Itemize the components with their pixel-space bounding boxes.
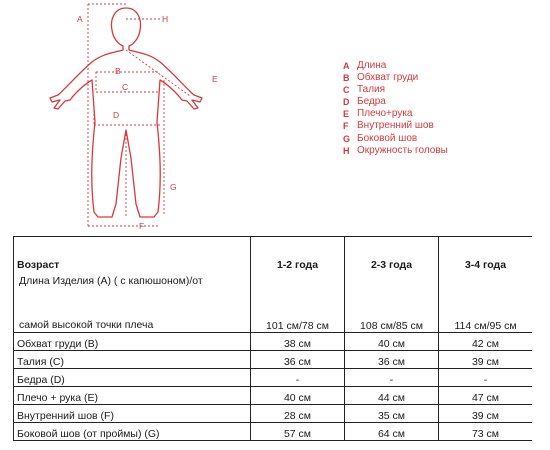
size-table — [13, 236, 532, 441]
table-cell: 38 см — [251, 333, 345, 351]
header-col: 3-4 года — [439, 237, 533, 273]
legend-letter: B — [343, 73, 350, 84]
measure-line-e — [126, 50, 190, 96]
legend-letter: C — [343, 85, 350, 96]
figure-label-a: A — [77, 14, 83, 24]
legend-item — [343, 133, 448, 145]
row-label: Боковой шов (от проймы) (G) — [14, 423, 251, 441]
table-cell: 39 см — [439, 351, 533, 369]
figure-label-f: F — [139, 221, 145, 231]
table-cell: 73 см — [439, 423, 533, 441]
table-cell: 35 см — [345, 405, 439, 423]
table-cell: - — [439, 369, 533, 387]
table-row — [14, 387, 533, 405]
table-row — [14, 369, 533, 387]
legend-item — [343, 84, 448, 96]
legend-letter: H — [343, 145, 350, 156]
legend-item — [343, 60, 448, 72]
table-cell: 39 см — [439, 405, 533, 423]
legend-letter: F — [343, 121, 349, 132]
header-col: 1-2 года — [251, 237, 345, 273]
body-outline — [50, 8, 202, 217]
table-row — [14, 333, 533, 351]
figure-label-b: B — [115, 66, 121, 76]
table-cell: 36 см — [345, 351, 439, 369]
legend-letter: A — [343, 61, 350, 71]
row-label-line2: самой высокой точки плеча — [19, 319, 154, 331]
legend-letter: E — [343, 109, 350, 120]
legend-item — [343, 72, 448, 84]
table-cell: - — [345, 369, 439, 387]
figure-label-h: H — [162, 14, 169, 24]
legend-text: Окружность головы — [357, 144, 448, 156]
header-col: 2-3 года — [345, 237, 439, 273]
legend-text: Боковой шов — [357, 132, 418, 144]
table-row — [14, 351, 533, 369]
table-cell: 42 см — [439, 333, 533, 351]
header-age-label: Возраст — [14, 237, 251, 273]
legend-item — [343, 108, 448, 120]
table-cell: 40 см — [251, 387, 345, 405]
table-cell: 108 см/85 см — [345, 272, 439, 333]
legend-item — [343, 145, 448, 157]
legend-text: Плечо+рука — [357, 108, 413, 120]
legend-letter: G — [343, 133, 351, 144]
figure-label-g: G — [170, 182, 177, 192]
table-cell: 114 см/95 см — [439, 272, 533, 333]
table-cell: 101 см/78 см — [251, 272, 345, 333]
legend-item — [343, 96, 448, 108]
table-cell: 44 см — [345, 387, 439, 405]
measurement-figure — [40, 0, 240, 235]
table-cell: 64 см — [345, 423, 439, 441]
figure-label-e: E — [212, 74, 218, 84]
row-label-line1: Длина Изделия (А) ( с капюшоном)/от — [19, 275, 203, 287]
table-row — [14, 272, 533, 333]
table-row — [14, 423, 533, 441]
legend-text: Обхват груди — [357, 72, 419, 84]
row-label: Плечо + рука (E) — [14, 387, 251, 405]
table-cell: - — [251, 369, 345, 387]
measurement-legend — [343, 60, 448, 157]
legend-text: Талия — [357, 84, 386, 96]
table-cell: 40 см — [345, 333, 439, 351]
row-label: Обхват груди (B) — [14, 333, 251, 351]
row-label: Талия (C) — [14, 351, 251, 369]
legend-text: Внутренний шов — [357, 120, 434, 132]
table-header-row — [14, 237, 533, 273]
legend-letter: D — [343, 97, 350, 108]
body-outline-diagram — [40, 0, 240, 235]
legend-text: Бедра — [357, 96, 386, 108]
row-label: Внутренний шов (F) — [14, 405, 251, 423]
table-cell: 28 см — [251, 405, 345, 423]
row-label: Бедра (D) — [14, 369, 251, 387]
row-label — [14, 272, 251, 333]
legend-text: Длина — [357, 60, 387, 71]
figure-label-c: C — [122, 82, 129, 92]
table-cell: 57 см — [251, 423, 345, 441]
table-cell: 47 см — [439, 387, 533, 405]
table-row — [14, 405, 533, 423]
figure-label-d: D — [113, 110, 120, 120]
table-cell: 36 см — [251, 351, 345, 369]
legend-item — [343, 120, 448, 132]
